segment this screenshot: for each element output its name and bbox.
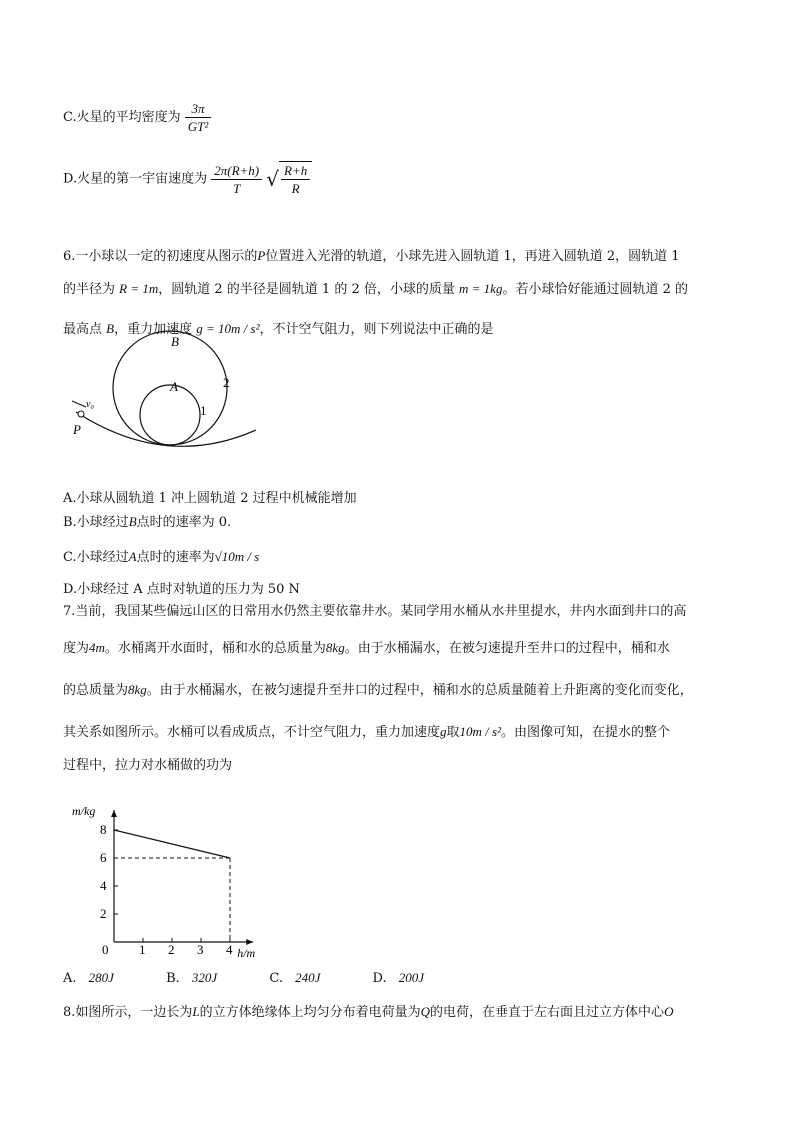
y-axis-label: m/kg — [72, 804, 96, 818]
radical-sign: √ — [266, 167, 280, 191]
fraction-numerator: 3π — [185, 100, 212, 118]
q6-text: ，圆轨道 2 的半径是圆轨道 1 的 2 倍，小球的质量 — [158, 282, 455, 297]
q6-text: 的半径为 — [63, 282, 116, 297]
x-tick-label: 3 — [197, 942, 204, 957]
var-b: B — [128, 514, 137, 529]
sqrt-expression — [266, 161, 312, 197]
option-d-letter: D. — [372, 971, 387, 986]
gravity-value: 10m / s² — [459, 724, 501, 739]
label-v0: v₀ — [86, 399, 94, 410]
q6-option-c — [63, 548, 259, 567]
q6-text: 位置进入光滑的轨道，小球先进入圆轨道 1，再进入圆轨道 2，圆轨道 1 — [265, 249, 680, 264]
var-q: Q — [420, 1004, 431, 1019]
speed-value: √10m / s — [214, 549, 260, 564]
y-tick-label: 6 — [100, 850, 107, 865]
q7-line-3 — [63, 681, 693, 700]
fraction-denominator: GT² — [187, 119, 209, 134]
mass-height-chart — [66, 785, 276, 960]
q6-text: C.小球经过 — [63, 550, 129, 565]
q7-text: 。由于水桶漏水，在被匀速提升至井口的过程中，桶和水的总质量随着上升距离的变化而变化， — [146, 683, 693, 698]
q7-text: 的总质量为 — [63, 683, 129, 698]
mass-value: 8kg — [325, 640, 345, 655]
q7-text: 度为 — [63, 641, 90, 656]
q7-options — [63, 969, 424, 988]
gravity-equation: g = 10m / s² — [196, 321, 260, 336]
q6-text: 6.一小球以一定的初速度从图示的 — [63, 249, 258, 264]
q7-line-2 — [63, 639, 670, 658]
q6-text: B.小球经过 — [63, 515, 129, 530]
option-b-letter: B. — [166, 971, 180, 986]
loop-track-figure — [66, 330, 266, 460]
y-tick-label: 2 — [100, 906, 107, 921]
q8-text: 的立方体绝缘体上均匀分布着电荷量为 — [199, 1005, 421, 1020]
root-numerator: R+h — [281, 162, 310, 180]
label-loop-1: 1 — [200, 403, 207, 418]
option-a-value: 280J — [88, 970, 114, 985]
q6-option-b — [63, 513, 231, 532]
x-tick-label: 0 — [102, 942, 109, 957]
data-line — [114, 830, 230, 858]
q6-text: 最高点 — [63, 322, 103, 337]
option-d-value: 200J — [398, 970, 425, 985]
ball-icon — [78, 411, 84, 417]
q7-text: 。由图像可知，在提水的整个 — [501, 725, 671, 740]
option-c-letter: C. — [269, 971, 283, 986]
label-p: P — [73, 422, 81, 437]
q6-option-a: A.小球从圆轨道 1 冲上圆轨道 2 过程中机械能增加 — [63, 491, 357, 506]
fraction-numerator: 2π(R+h) — [211, 162, 262, 180]
var-b: B — [106, 321, 115, 336]
mass-value: 8kg — [128, 682, 147, 697]
label-a: A — [170, 379, 178, 394]
velocity-fraction — [211, 162, 262, 197]
x-tick-label: 2 — [168, 942, 175, 957]
option-a-letter: A. — [63, 971, 77, 986]
q5-option-d — [63, 161, 312, 197]
y-tick-label: 4 — [100, 878, 107, 893]
label-loop-2: 2 — [223, 375, 230, 390]
y-axis-arrow — [111, 810, 117, 817]
loop-1-circle — [140, 385, 200, 445]
velocity-arrow — [72, 401, 86, 407]
root-denominator: R — [291, 181, 300, 196]
x-axis-label: h/m — [237, 946, 256, 960]
var-g: g — [440, 724, 447, 739]
q6-option-d: D.小球经过 A 点时对轨道的压力为 50 N — [63, 582, 300, 597]
density-fraction — [185, 100, 212, 135]
q7-text: 。水桶离开水面时，桶和水的总质量为 — [104, 641, 326, 656]
q6-text: 点时的速率为 — [136, 550, 215, 565]
q7-text: 其关系如图所示。水桶可以看成质点，不计空气阻力，重力加速度 — [63, 725, 441, 740]
label-b: B — [171, 334, 179, 349]
q8-text: 8.如图所示，一边长为 — [63, 1005, 193, 1020]
y-tick-label: 8 — [100, 822, 107, 837]
track-curve — [76, 412, 256, 446]
q7-line-5: 过程中，拉力对水桶做的功为 — [63, 758, 233, 773]
q7-line-1: 7.当前，我国某些偏远山区的日常用水仍然主要依靠井水。某同学用水桶从水井里提水，井内水面到井口的高 — [63, 604, 687, 619]
q8-line-1 — [63, 1003, 673, 1022]
q6-text: 点时的速率为 0. — [136, 515, 232, 530]
radius-equation: R = 1m — [119, 281, 159, 296]
height-value: 4m — [89, 640, 105, 655]
q7-text: 取 — [446, 725, 460, 740]
var-l: L — [192, 1004, 200, 1019]
q6-line-1 — [63, 247, 680, 266]
x-tick-label: 1 — [139, 942, 146, 957]
x-axis-arrow — [246, 939, 253, 945]
q5-option-c-text: C.火星的平均密度为 — [63, 110, 181, 125]
q7-text: 。由于水桶漏水，在被匀速提升至井口的过程中，桶和水 — [344, 641, 670, 656]
q6-text: ，重力加速度 — [114, 322, 193, 337]
q6-line-2 — [63, 280, 688, 299]
q7-line-4 — [63, 723, 670, 742]
q5-option-c — [63, 100, 211, 135]
q5-option-d-text: D.火星的第一宇宙速度为 — [63, 171, 208, 187]
q8-text: 的电荷，在垂直于左右面且过立方体中心 — [430, 1005, 665, 1020]
var-o: O — [664, 1004, 674, 1019]
fraction-denominator: T — [233, 180, 241, 196]
option-c-value: 240J — [295, 970, 321, 985]
var-a: A — [128, 549, 137, 564]
option-b-value: 320J — [191, 970, 218, 985]
q6-text: ，不计空气阻力，则下列说法中正确的是 — [259, 322, 494, 337]
mass-equation: m = 1kg — [459, 281, 503, 296]
q6-text: 。若小球恰好能通过圆轨道 2 的 — [502, 282, 688, 297]
var-p: P — [257, 248, 266, 263]
x-tick-label: 4 — [226, 942, 233, 957]
